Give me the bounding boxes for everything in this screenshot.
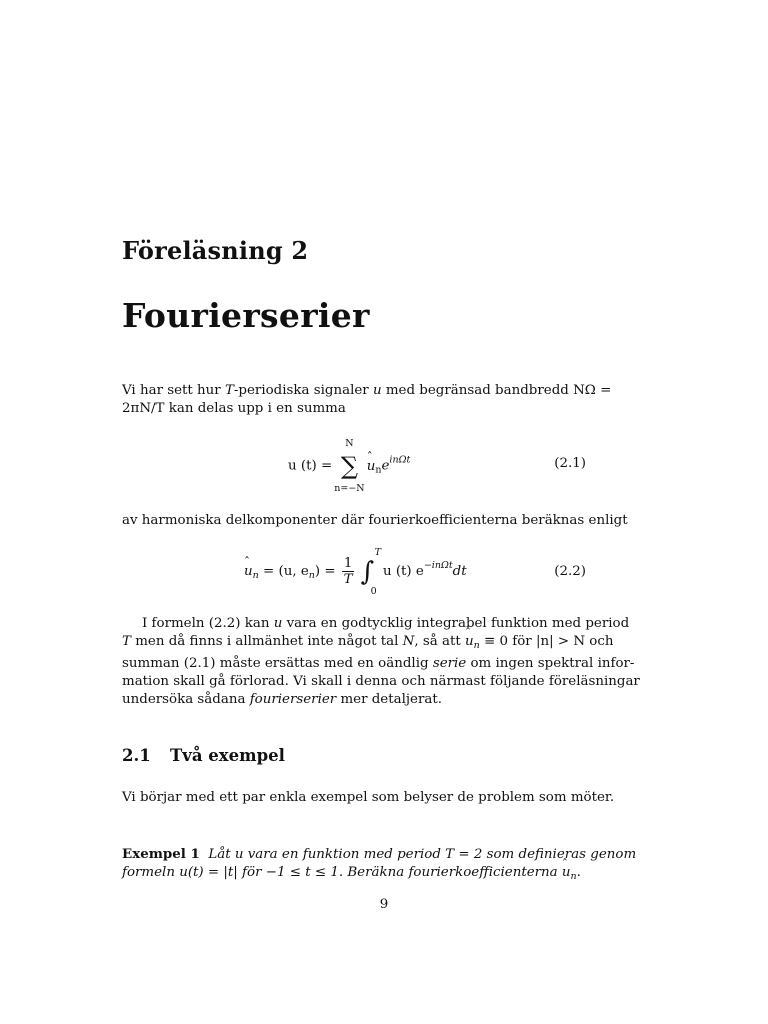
text: , så att	[414, 634, 466, 649]
u-hat: ˆ u	[367, 459, 376, 474]
text: ≡ 0 för |n| > N och	[479, 634, 614, 649]
u-hat: ˆ u	[244, 564, 253, 579]
intro-line-2: 2πN/T kan delas upp i en summa	[122, 401, 346, 416]
intro-line-1	[122, 382, 612, 400]
equation-number: (2.2)	[554, 564, 586, 579]
text-paragraph-3	[122, 615, 640, 709]
text: Vi har sett hur	[122, 383, 225, 398]
text: men då finns i allmänhet inte något tal	[130, 634, 403, 649]
chapter-label: Föreläsning 2	[122, 236, 309, 265]
para3-line-1	[122, 615, 630, 633]
text: undersöka sådana	[122, 692, 250, 707]
para3-line-4: mation skall gå förlorad. Vi skall i denna och närmast följande föreläsningar	[122, 674, 640, 689]
para3-line-2	[122, 633, 614, 655]
text-line: av harmoniska delkomponenter där fourierkoefficienterna beräknas enligt	[122, 513, 628, 528]
equation-2-1-body	[288, 438, 411, 494]
text-line: Vi börjar med ett par enkla exempel som belyser de problem som möter.	[122, 790, 615, 805]
example-text: Låt u vara en funktion med period T = 2 som definieras genom	[208, 847, 637, 862]
text-paragraph-4	[122, 789, 615, 807]
section-number: 2.1	[122, 746, 151, 765]
text-paragraph-2	[122, 512, 628, 530]
sum-lower-limit: n=−N	[334, 483, 365, 494]
emphasis: fourierserier	[249, 692, 337, 707]
eq1-lhs: u (t) =	[288, 458, 333, 474]
exponent: inΩt	[389, 454, 411, 466]
text: summan (2.1) måste ersättas med en oändlig	[122, 656, 433, 671]
subscript: n	[473, 640, 480, 651]
equation-2-2	[122, 546, 586, 597]
math-T: T	[122, 634, 131, 649]
text: om ingen spektral infor-	[466, 656, 635, 671]
text: vara en godtycklig integrabel funktion med period	[282, 616, 630, 631]
math-u: u	[372, 383, 382, 398]
example-label: Exempel 1	[122, 846, 200, 862]
subscript: n	[308, 570, 315, 581]
example-line-2	[122, 864, 586, 886]
math-N: N	[402, 634, 415, 649]
equation-number: (2.1)	[554, 456, 586, 471]
text: -periodiska signaler	[233, 383, 373, 398]
fraction-numerator: 1	[343, 556, 353, 571]
math-T: T	[224, 383, 234, 398]
para3-line-5	[122, 691, 586, 709]
exp-base: e	[381, 458, 390, 474]
subscript: n	[375, 464, 382, 476]
integral-symbol: ∫ T 0	[360, 546, 382, 597]
intro-paragraph	[122, 382, 612, 418]
integral-lower-limit: 0	[370, 585, 377, 597]
para3-line-3	[122, 655, 635, 673]
integrand: u (t) e	[382, 564, 424, 579]
emphasis: serie	[432, 656, 467, 671]
text: .	[576, 865, 581, 880]
example-line-1	[122, 845, 637, 864]
subscript: n	[570, 871, 577, 882]
page-number: 9	[379, 897, 389, 912]
fraction	[342, 556, 355, 587]
eq2-mid: = (u, e	[258, 564, 309, 579]
summation-symbol: ∑ N n=−N	[336, 452, 362, 480]
example-block	[122, 845, 637, 886]
section-title: Två exempel	[170, 746, 285, 765]
sum-upper-limit: N	[345, 438, 354, 449]
text: I formeln (2.2) kan	[142, 616, 274, 631]
u-hat: ˆ u	[465, 633, 474, 651]
text: med begränsad bandbredd NΩ =	[381, 383, 612, 398]
text: mer detaljerat.	[336, 692, 442, 707]
equation-2-2-body	[244, 546, 467, 597]
fraction-denominator: T	[343, 572, 353, 587]
chapter-title: Fourierserier	[122, 296, 370, 335]
exponent: −inΩt	[423, 560, 453, 571]
section-heading	[122, 746, 285, 765]
subscript: n	[252, 570, 259, 581]
equation-2-1	[122, 438, 586, 494]
math-u: u	[273, 616, 283, 631]
example-text: formeln u(t) = |t| för −1 ≤ t ≤ 1. Beräkna fourierkoefficienterna	[122, 865, 562, 880]
u-hat: ˆ u	[562, 864, 571, 882]
differential: dt	[452, 564, 467, 579]
integral-upper-limit: T	[374, 546, 382, 558]
eq2-mid-end: ) =	[314, 564, 336, 579]
